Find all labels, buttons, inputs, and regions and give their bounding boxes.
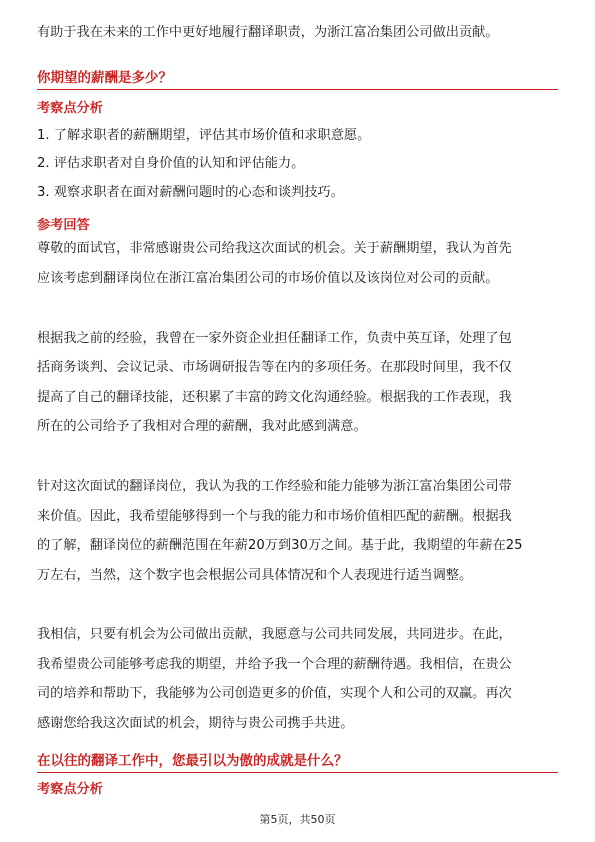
answer-line: 我相信，只要有机会为公司做出贡献，我愿意与公司共同发展，共同进步。在此， <box>37 627 512 642</box>
answer-line: 应该考虑到翻译岗位在浙江富冶集团公司的市场价值以及该岗位对公司的贡献。 <box>37 271 499 286</box>
answer-line: 司的培养和帮助下，我能够为公司创造更多的价值，实现个人和公司的双赢。再次 <box>37 686 512 701</box>
analysis-item: 1. 了解求职者的薪酬期望，评估其市场价值和求职意愿。 <box>37 128 371 143</box>
answer-heading: 参考回答 <box>37 218 90 233</box>
answer-line: 的了解，翻译岗位的薪酬范围在年薪20万到30万之间。基于此，我期望的年薪在25 <box>37 538 523 553</box>
answer-line: 感谢您给我这次面试的机会，期待与贵公司携手共进。 <box>37 716 354 731</box>
question-underline <box>37 772 558 773</box>
analysis-heading: 考察点分析 <box>37 101 103 116</box>
answer-line: 针对这次面试的翻译岗位，我认为我的工作经验和能力能够为浙江富冶集团公司带 <box>37 479 512 494</box>
answer-line: 我希望贵公司能够考虑我的期望，并给予我一个合理的薪酬待遇。我相信，在贵公 <box>37 657 512 672</box>
answer-line: 所在的公司给予了我相对合理的薪酬，我对此感到满意。 <box>37 419 367 434</box>
answer-line: 尊敬的面试官，非常感谢贵公司给我这次面试的机会。关于薪酬期望，我认为首先 <box>37 241 512 256</box>
intro-line: 有助于我在未来的工作中更好地履行翻译职责，为浙江富冶集团公司做出贡献。 <box>37 25 499 40</box>
question-underline <box>37 89 558 90</box>
answer-line: 根据我之前的经验，我曾在一家外资企业担任翻译工作，负责中英互译，处理了包 <box>37 331 512 346</box>
answer-line: 括商务谈判、会议记录、市场调研报告等在内的多项任务。在那段时间里，我不仅 <box>37 360 512 375</box>
question-heading: 在以往的翻译工作中，您最引以为傲的成就是什么？ <box>37 753 348 769</box>
analysis-heading: 考察点分析 <box>37 782 103 797</box>
analysis-item: 2. 评估求职者对自身价值的认知和评估能力。 <box>37 156 305 171</box>
analysis-item: 3. 观察求职者在面对薪酬问题时的心态和谈判技巧。 <box>37 185 344 200</box>
answer-line: 万左右，当然，这个数字也会根据公司具体情况和个人表现进行适当调整。 <box>37 568 473 583</box>
answer-line: 提高了自己的翻译技能，还积累了丰富的跨文化沟通经验。根据我的工作表现，我 <box>37 390 512 405</box>
page-number: 第5页，共50页 <box>259 813 336 826</box>
answer-line: 来价值。因此，我希望能够得到一个与我的能力和市场价值相匹配的薪酬。根据我 <box>37 509 512 524</box>
question-heading: 你期望的薪酬是多少？ <box>37 70 172 86</box>
